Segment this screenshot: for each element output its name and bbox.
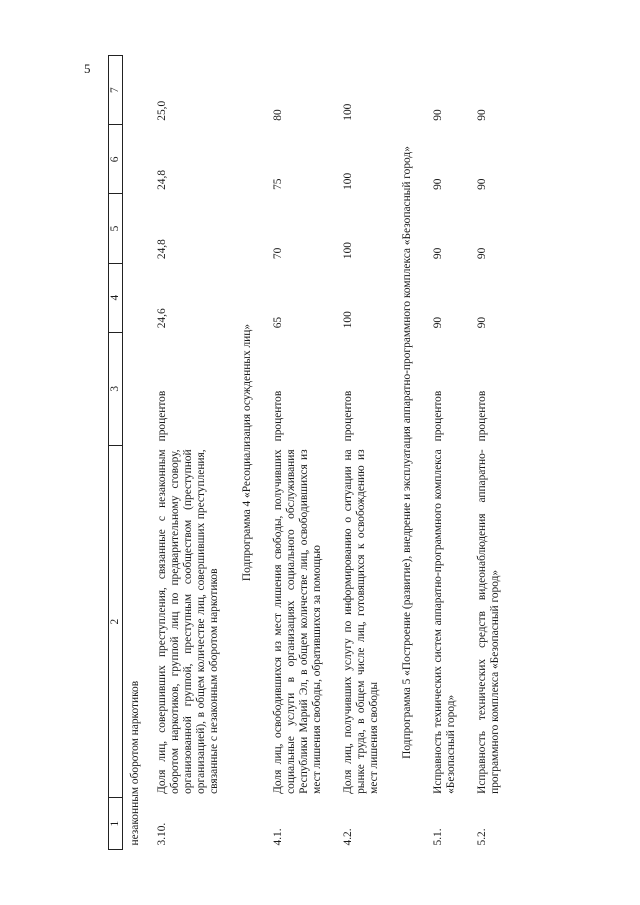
row-description: Доля лиц, освободившихся из мест лишения свободы, получивших социальные услуги в организациях социального обслуживания Республики Марий Эл, в общем количестве лиц, освободившихся из мест лишения свободы, обратившихся за помощью (272, 449, 323, 794)
row-number: 5.2. (476, 828, 488, 846)
header-cell-3: 3 (109, 332, 123, 445)
row-description: Исправность технических средств видеонаблюдения аппаратно-программного комплекса «Безопасный город» (476, 449, 501, 794)
header-cell-4: 4 (109, 263, 123, 332)
row-unit: процентов (342, 390, 354, 442)
row-description: Доля лиц, совершивших преступления, связанные с незаконным оборотом наркотиков, группой лиц по предварительному сговору, организованной группой, преступным сообществом (преступной организацией), в общем количестве лиц, совершивших преступления, связанные с незаконным оборотом наркотиков (156, 449, 220, 794)
header-cell-2: 2 (109, 445, 123, 798)
row-number: 4.2. (342, 828, 354, 846)
row-value-5: 90 (432, 247, 444, 260)
continuation-text: незаконным оборотом наркотиков (129, 680, 141, 846)
row-value-6: 75 (272, 178, 284, 190)
row-value-4: 100 (342, 311, 354, 329)
row-number: 3.10. (156, 822, 168, 846)
header-row (109, 56, 123, 850)
row-unit: процентов (156, 390, 168, 442)
row-value-4: 90 (476, 316, 488, 329)
page-number: 5 (84, 61, 91, 76)
subprogram-heading-row (231, 56, 264, 850)
continuation-row (123, 56, 149, 850)
row-number: 4.1. (272, 828, 284, 846)
row-value-6: 90 (432, 178, 444, 190)
row-value-7: 80 (272, 109, 284, 121)
row-value-7: 90 (432, 109, 444, 121)
table-row (424, 56, 468, 850)
row-unit: процентов (272, 390, 284, 442)
row-value-4: 65 (272, 316, 284, 329)
row-value-5: 70 (272, 247, 284, 260)
header-cell-6: 6 (109, 125, 123, 194)
row-description: Исправность технических систем аппаратно-программного комплекса «Безопасный город» (432, 449, 457, 794)
row-value-6: 24,8 (156, 169, 168, 190)
row-value-5: 100 (342, 242, 354, 260)
row-description: Доля лиц, получивших услугу по информированию о ситуации на рынке труда, в общем числе лиц, готовящихся к освобождению из мест лишения свободы (342, 449, 380, 794)
row-value-5: 24,8 (156, 239, 168, 260)
row-value-7: 100 (342, 103, 354, 121)
header-cell-1: 1 (109, 798, 123, 850)
subprogram-4-title: Подпрограмма 4 «Ресоциализация осужденных лиц» (241, 323, 253, 582)
row-value-6: 90 (476, 178, 488, 190)
indicators-table (108, 55, 512, 850)
table-row (468, 56, 512, 850)
row-number: 5.1. (432, 828, 444, 846)
header-cell-5: 5 (109, 194, 123, 263)
table-row (264, 56, 334, 850)
row-unit: процентов (432, 390, 444, 442)
row-value-5: 90 (476, 247, 488, 260)
row-value-7: 25,0 (156, 100, 168, 121)
table-row (148, 56, 231, 850)
row-value-4: 24,6 (156, 308, 168, 329)
row-value-6: 100 (342, 172, 354, 190)
table-row (334, 56, 391, 850)
row-value-7: 90 (476, 109, 488, 121)
subprogram-5-title: Подпрограмма 5 «Построение (развитие), внедрение и эксплуатация аппаратно-программного комплекса «Безопасный город» (401, 146, 413, 759)
row-value-4: 90 (432, 316, 444, 329)
row-unit: процентов (476, 390, 488, 442)
header-cell-7: 7 (109, 56, 123, 125)
subprogram-heading-row (391, 56, 424, 850)
